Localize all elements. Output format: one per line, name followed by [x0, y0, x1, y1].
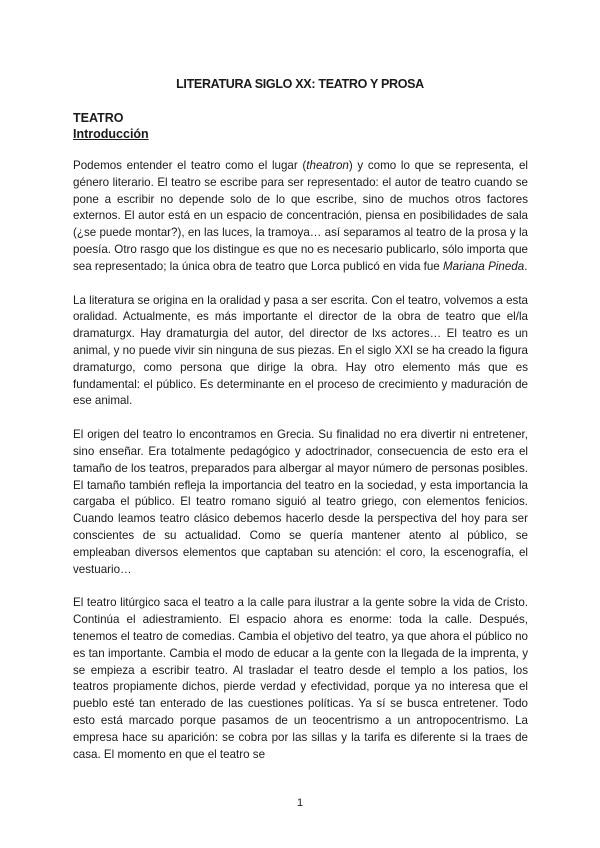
- section-heading: TEATRO: [73, 111, 124, 125]
- subsection-heading: Introducción: [73, 127, 149, 141]
- paragraph-4: El teatro litúrgico saca el teatro a la calle para ilustrar a la gente sobre la vida de Cristo. Continúa el adiestramiento. El espacio ahora es enorme: toda la calle. Después, tenemos el teatro de comedias. Cambia el objetivo del teatro, ya que ahora el público no es tan importante. Cambia el modo de educar a la gente con la llegada de la imprenta, y se empieza a escribir teatro. Al trasladar el teatro desde el templo a los patios, los teatros propiamente dichos, pierde verdad y efectividad, porque ya no interesa que el pueblo esté tan enterado de las cuestiones políticas. Ya sí se busca entretener. Todo esto está marcado porque pasamos de un teocentrismo a un antropocentrismo. La empresa hace su aparición: se cobra por las sillas y la tarifa es diferente si la traes de casa. El momento en que el teatro se: [73, 596, 528, 761]
- paragraph-1-italic-title: Mariana Pineda: [442, 259, 525, 273]
- document-title: LITERATURA SIGLO XX: TEATRO Y PROSA: [176, 77, 424, 91]
- paragraph-1-italic-theatron: theatron: [306, 159, 349, 172]
- paragraph-3: El origen del teatro lo encontramos en Grecia. Su finalidad no era divertir ni entretener, sino enseñar. Era totalmente pedagógico y adoctrinador, consecuencia de esto era el tamaño de los teatros, preparados para albergar al mayor número de personas posibles. El tamaño también refleja la importancia del teatro en la sociedad, y esta importancia la cargaba el público. El teatro romano siguió al teatro griego, con elementos fenicios. Cuando leamos teatro clásico debemos hacerlo desde la perspectiva del hoy para ser conscientes de su actualidad. Como se quería mantener atento al público, se empleaban diversos elementos que captaban su atención: el coro, la escenografía, el vestuario…: [73, 428, 528, 576]
- page-number: 1: [296, 797, 304, 809]
- paragraph-1-text-c: .: [524, 259, 528, 273]
- paragraph-2: La literatura se origina en la oralidad y pasa a ser escrita. Con el teatro, volvemos a esta oralidad. Actualmente, es más importante el director de la obra de teatro que el/la dramaturgx. Hay dramaturgia del autor, del director de lxs actores… El teatro es un animal, y no puede vivir sin ninguna de sus piezas. En el siglo XXI se ha creado la figura dramaturgo, como persona que dirige la obra. Hay otro elemento más que es fundamental: el público. Es determinante en el proceso de crecimiento y maduración de ese animal.: [73, 293, 528, 408]
- paragraph-1-text-a: Podemos entender el teatro como el lugar (: [73, 159, 307, 172]
- paragraph-1: [73, 158, 528, 276]
- document-body: [73, 158, 528, 780]
- paragraph-1-text-b: ) y como lo que se representa, el género literario. El teatro se escribe para ser representado: el autor de teatro cuando se pone a escribir no depende solo de lo que escribe, sino de muchos otros factores externos. El autor está en un espacio de concentración, piensa en posibilidades de sala (¿se puede montar?), en las luces, la tramoya… así separamos al teatro de la prosa y la poesía. Otro rasgo que los distingue es que no es necesario publicarlo, sólo importa que sea representado; la única obra de teatro que Lorca publicó en vida fue: [73, 159, 528, 273]
